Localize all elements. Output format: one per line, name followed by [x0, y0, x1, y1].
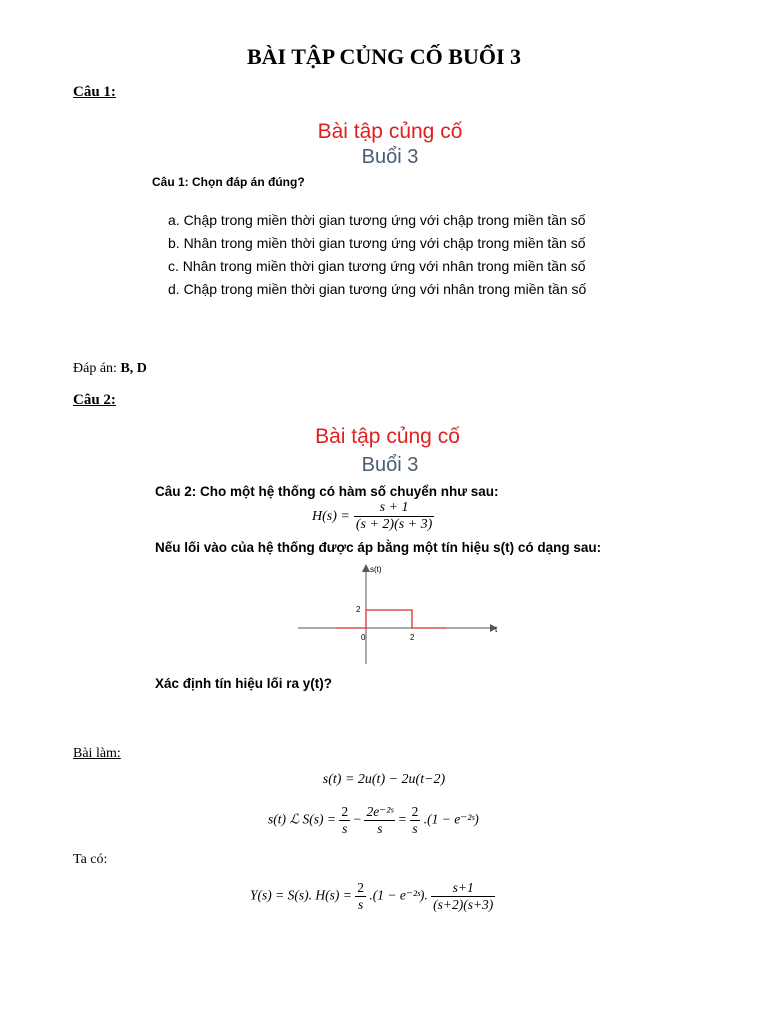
question-1-label: Câu 1: — [73, 84, 116, 100]
q1-slide-title: Bài tập củng cố — [317, 120, 463, 143]
transfer-denominator: (s + 2)(s + 3) — [355, 517, 433, 532]
eq2-frac3-num: 2 — [411, 804, 419, 819]
q2-slide-subtitle: Buổi 3 — [361, 454, 419, 476]
eq3-frac2-num: s+1 — [452, 880, 474, 895]
eq3-frac1-den: s — [355, 896, 366, 913]
q2-prompt: Câu 2: Cho một hệ thống có hàm số chuyển như sau: — [155, 484, 499, 499]
equation-2 — [268, 804, 479, 837]
x-tick-2: 2 — [410, 633, 415, 642]
transfer-function — [312, 500, 434, 533]
q2-slide-title: Bài tập củng cố — [315, 425, 460, 448]
eq3-frac2-den: (s+2)(s+3) — [433, 897, 494, 912]
eq2-frac2-num: 2e⁻²ˢ — [366, 804, 394, 819]
eq2-frac3-den: s — [410, 820, 421, 837]
equation-3 — [250, 880, 495, 913]
y-tick-2: 2 — [356, 605, 361, 614]
q2-question: Xác định tín hiệu lối ra y(t)? — [155, 676, 333, 691]
signal-pulse — [336, 610, 446, 628]
q2-input-prompt: Nếu lối vào của hệ thống được áp bằng một tín hiệu s(t) có dạng sau: — [155, 540, 602, 555]
document-title: BÀI TẬP CỦNG CỐ BUỔI 3 — [246, 44, 522, 69]
question-2-label: Câu 2: — [73, 392, 116, 408]
transfer-lhs: H(s) = — [312, 508, 350, 524]
x-axis-label: t — [495, 625, 498, 634]
signal-graph — [290, 560, 510, 670]
solution-label: Bài làm: — [73, 746, 121, 761]
eq3-mid: .(1 − e⁻²ˢ). — [369, 887, 428, 903]
q1-option-b: b. Nhân trong miền thời gian tương ứng với chập trong miền tần số — [168, 235, 586, 251]
answer-label: Đáp án: — [73, 361, 117, 376]
eq2-frac1-num: 2 — [341, 804, 349, 819]
q1-option-a: a. Chập trong miền thời gian tương ứng với chập trong miền tần số — [168, 212, 586, 228]
y-axis-arrow — [362, 564, 370, 572]
eq3-lhs: Y(s) = S(s). H(s) = — [250, 887, 352, 903]
y-axis-label: s(t) — [370, 565, 382, 574]
eq2-frac2-den: s — [364, 820, 395, 837]
eq3-frac1-num: 2 — [357, 880, 364, 895]
q1-answer — [73, 361, 147, 377]
eq2-minus: − — [353, 811, 362, 827]
eq2-equals: = — [398, 811, 407, 827]
eq2-tail: .(1 − e⁻²ˢ) — [423, 811, 479, 827]
answer-value: B, D — [120, 361, 147, 376]
equation-1: s(t) = 2u(t) − 2u(t−2) — [322, 772, 446, 787]
ta-co-label: Ta có: — [73, 852, 108, 867]
q1-option-c: c. Nhân trong miền thời gian tương ứng với nhân trong miền tần số — [168, 258, 586, 274]
q1-option-d: d. Chập trong miền thời gian tương ứng với nhân trong miền tần số — [168, 281, 587, 297]
transfer-numerator: s + 1 — [379, 500, 409, 515]
q1-slide-subtitle: Buổi 3 — [361, 146, 419, 168]
eq2-frac1-den: s — [339, 820, 350, 837]
origin-label: 0 — [361, 633, 366, 642]
eq2-lhs: s(t) ℒ S(s) = — [268, 811, 336, 827]
q1-prompt: Câu 1: Chọn đáp án đúng? — [152, 175, 305, 189]
